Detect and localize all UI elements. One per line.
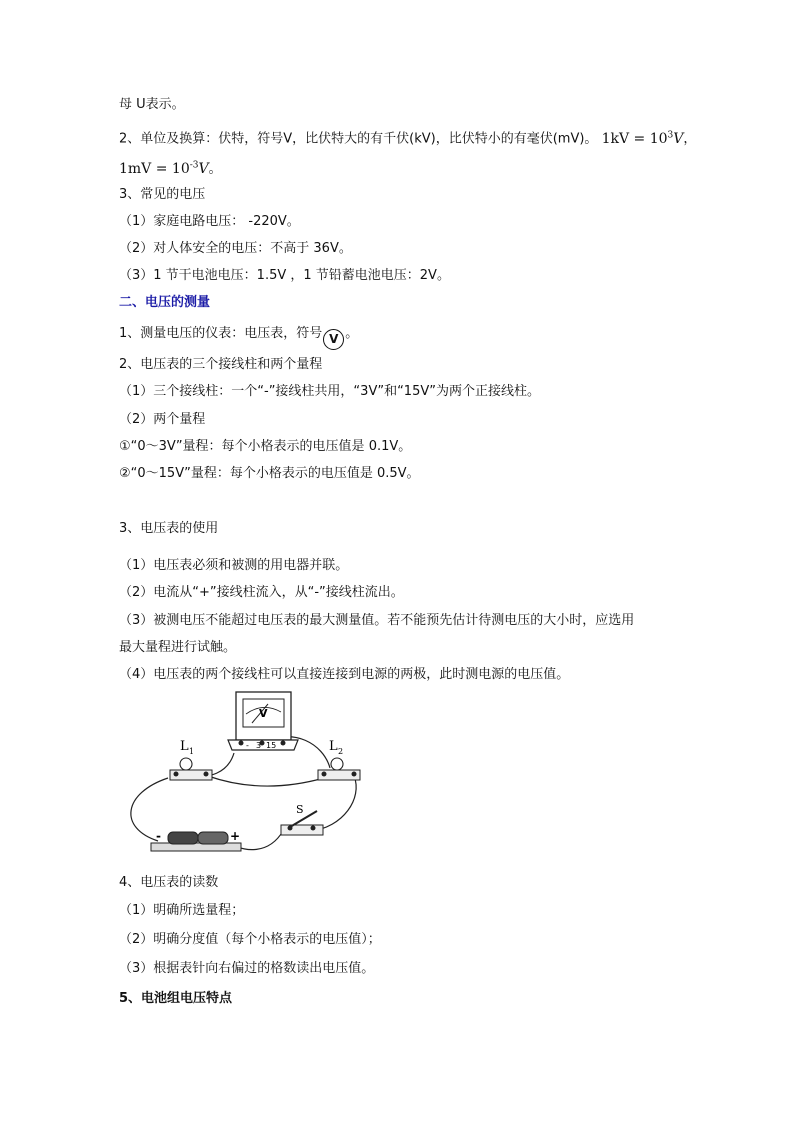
wire-l1-l2	[208, 776, 324, 786]
l11: （2）两个量程	[119, 412, 206, 427]
terminal-3: 3	[256, 741, 262, 750]
svg-text:+: +	[230, 829, 241, 843]
battery-icon	[151, 829, 241, 851]
l10: （1）三个接线柱：一个“-”接线柱共用，“3V”和“15V”为两个正接线柱。	[119, 384, 540, 399]
l6: （2）对人体安全的电压：不高于 36V。	[119, 241, 352, 256]
l4: 3、常见的电压	[119, 187, 206, 202]
l24: 5、电池组电压特点	[119, 991, 233, 1006]
l1: 母 U表示。	[119, 97, 185, 112]
mv-formula: $1mV = 10^{-3}V$	[119, 160, 209, 177]
lamp-l2-icon	[318, 739, 360, 780]
voltmeter-symbol-icon: V	[323, 329, 344, 350]
l9: 2、电压表的三个接线柱和两个量程	[119, 357, 323, 372]
l14: 3、电压表的使用	[119, 521, 219, 536]
wire-battery-l1	[131, 778, 168, 841]
lamp-l1-icon	[170, 739, 212, 780]
svg-text:L: L	[329, 739, 338, 754]
l15: （1）电压表必须和被测的用电器并联。	[119, 558, 349, 573]
l18: 最大量程进行试触。	[119, 640, 237, 655]
mv-formula-line: $1mV = 10^{-3}V$。	[119, 160, 222, 177]
l21: （1）明确所选量程；	[119, 903, 245, 918]
terminal-15: 15	[266, 741, 277, 750]
svg-text:-: -	[156, 829, 161, 843]
l23: （3）根据表针向右偏过的格数读出电压值。	[119, 961, 375, 976]
units-line: 2、单位及换算：伏特，符号V，比伏特大的有千伏(kV)，比伏特小的有毫伏(mV)。 $1kV = 10^3V$，	[119, 130, 697, 147]
svg-text:2: 2	[338, 747, 344, 756]
wire-switch-battery	[236, 831, 283, 850]
l20: 4、电压表的读数	[119, 875, 219, 890]
svg-text:1: 1	[189, 747, 195, 756]
terminal-minus: -	[246, 741, 249, 750]
units-text: 2、单位及换算：伏特，符号V，比伏特大的有千伏(kV)，比伏特小的有毫伏(mV)。	[119, 131, 598, 147]
l16: （2）电流从“+”接线柱流入，从“-”接线柱流出。	[119, 585, 404, 600]
switch-icon	[281, 803, 323, 835]
l13: ②“0～15V”量程：每个小格表示的电压值是 0.5V。	[119, 466, 420, 481]
kv-formula: $1kV = 10^3V$	[601, 130, 684, 147]
svg-text:L: L	[180, 739, 189, 754]
l7: （3）1 节干电池电压：1.5V ，1 节铅蓄电池电压：2V。	[119, 268, 450, 283]
l22: （2）明确分度值（每个小格表示的电压值）；	[119, 932, 381, 947]
voltmeter-icon	[228, 692, 298, 750]
meter-letter: V	[259, 707, 268, 720]
wire-l2-switch	[310, 776, 356, 831]
l5: （1）家庭电路电压： -220V。	[119, 214, 300, 229]
l19: （4）电压表的两个接线柱可以直接连接到电源的两极，此时测电源的电压值。	[119, 667, 570, 682]
section-heading-2: 二、电压的测量	[119, 295, 211, 310]
svg-text:S: S	[296, 803, 304, 816]
circuit-diagram	[118, 688, 368, 863]
l17: （3）被测电压不能超过电压表的最大测量值。若不能预先估计待测电压的大小时，应选用	[119, 613, 635, 628]
l12: ①“0～3V”量程：每个小格表示的电压值是 0.1V。	[119, 439, 412, 454]
voltmeter-symbol-line: 1、测量电压的仪表：电压表，符号 V 。	[119, 325, 358, 350]
